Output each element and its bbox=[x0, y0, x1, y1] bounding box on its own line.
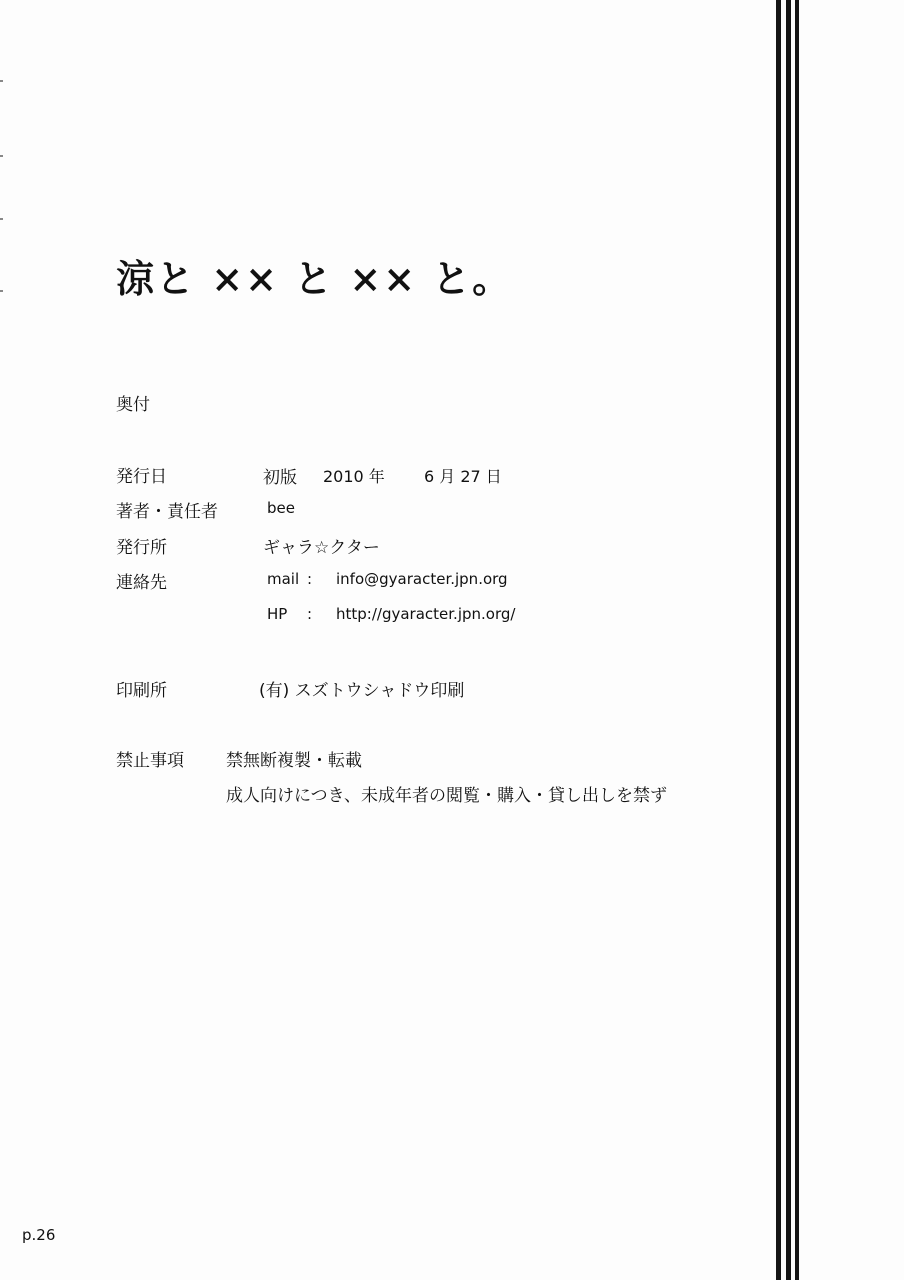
month-day-value: 6 月 27 日 bbox=[424, 467, 502, 486]
publisher-value: ギャラ☆クター bbox=[263, 538, 380, 558]
date-label: 発行日 bbox=[116, 467, 167, 487]
margin-mark bbox=[0, 80, 3, 82]
book-title: 涼と ×× と ×× と。 bbox=[116, 256, 513, 301]
edge-rule bbox=[776, 0, 781, 1280]
colophon-heading: 奥付 bbox=[116, 395, 150, 415]
age-restriction-note: 成人向けにつき、未成年者の閲覧・購入・貸し出しを禁ず bbox=[226, 786, 667, 806]
mail-colon: : bbox=[307, 570, 313, 588]
page-number: p.26 bbox=[22, 1226, 56, 1244]
hp-url: http://gyaracter.jpn.org/ bbox=[336, 605, 516, 623]
margin-mark bbox=[0, 218, 3, 220]
margin-mark bbox=[0, 290, 3, 292]
mail-address: info@gyaracter.jpn.org bbox=[336, 570, 508, 588]
edge-rule bbox=[786, 0, 791, 1280]
hp-colon: : bbox=[307, 605, 313, 623]
printer-label: 印刷所 bbox=[116, 681, 167, 701]
author-value: bee bbox=[267, 499, 295, 517]
prohibited-value: 禁無断複製・転載 bbox=[226, 751, 362, 771]
margin-mark bbox=[0, 155, 3, 157]
contact-label: 連絡先 bbox=[116, 573, 167, 593]
prohibited-label: 禁止事項 bbox=[116, 751, 184, 771]
edition-value: 初版 bbox=[263, 468, 297, 488]
mail-key: mail bbox=[267, 570, 300, 588]
hp-key: HP bbox=[267, 605, 288, 623]
author-label: 著者・責任者 bbox=[116, 502, 218, 522]
printer-value: (有) スズトウシャドウ印刷 bbox=[259, 681, 465, 701]
year-value: 2010 年 bbox=[323, 467, 385, 486]
publisher-label: 発行所 bbox=[116, 538, 167, 558]
edge-rule bbox=[795, 0, 799, 1280]
